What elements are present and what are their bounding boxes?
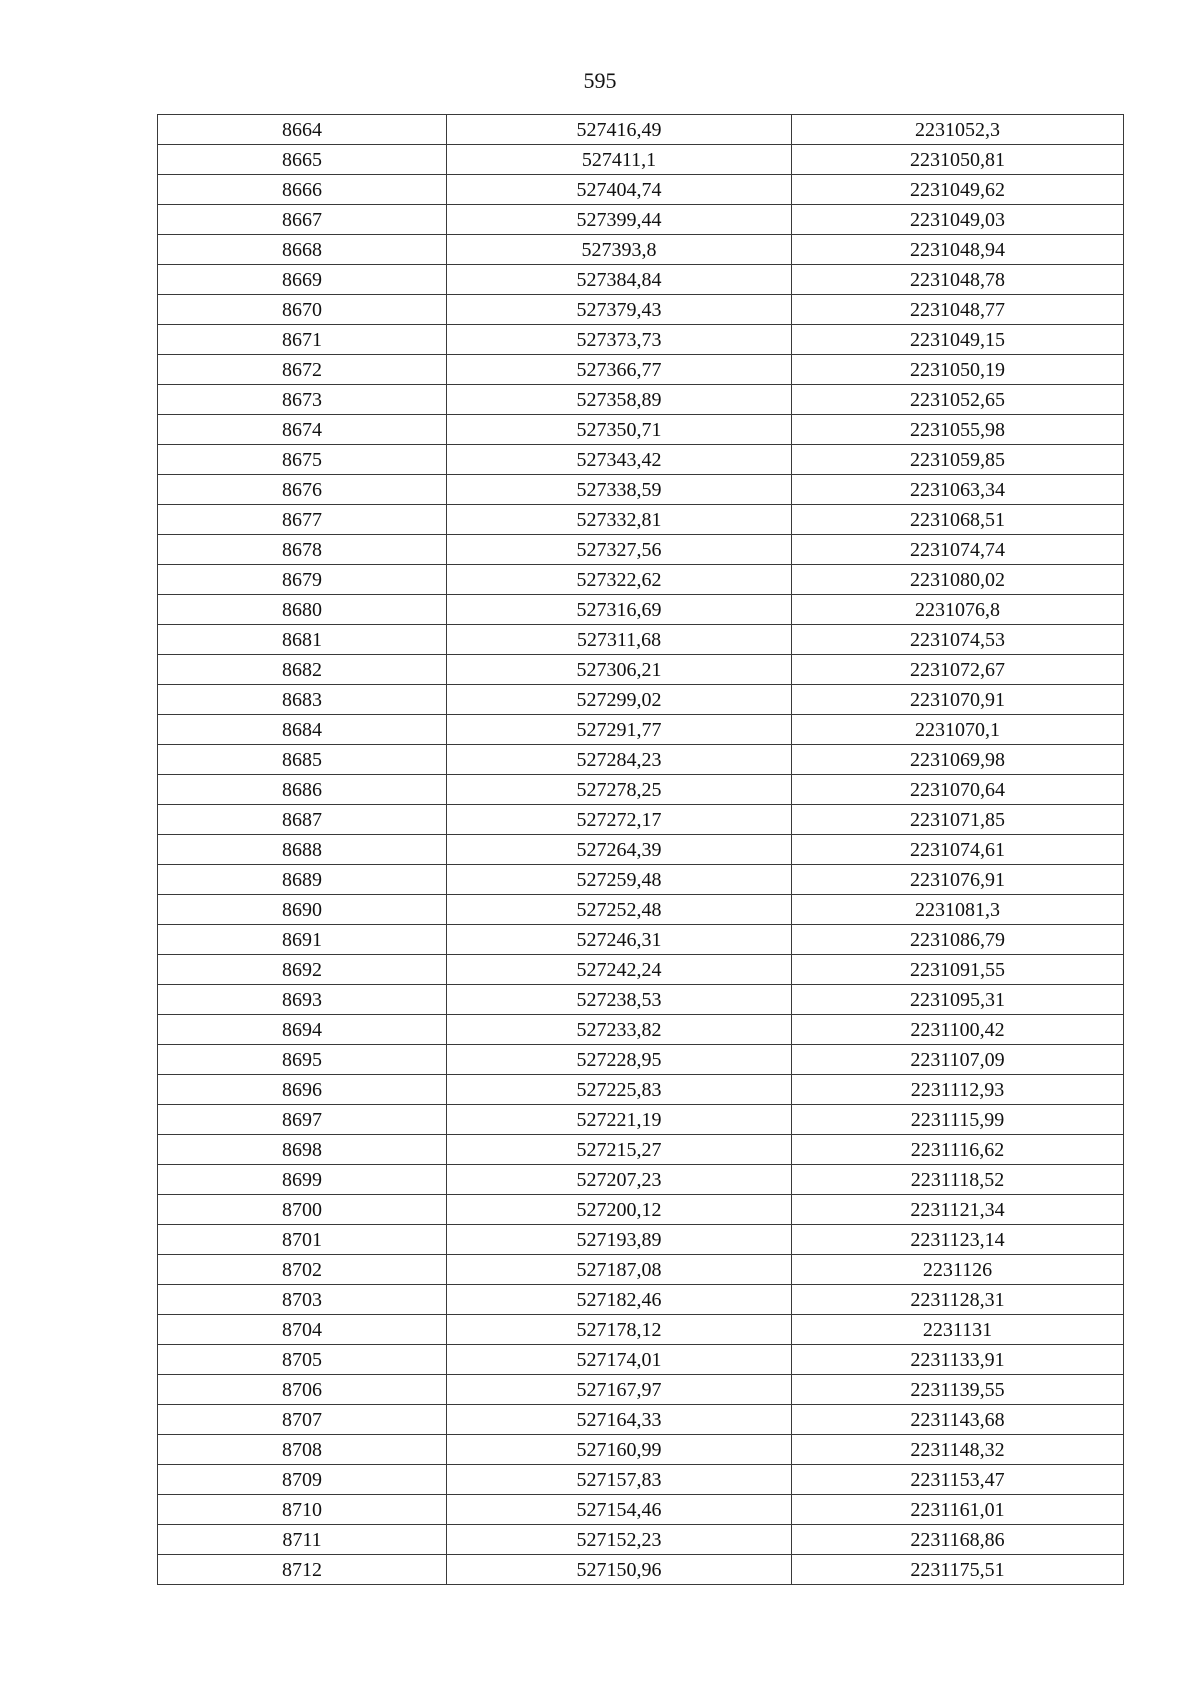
x-coordinate-cell: 527150,96 [447,1555,792,1585]
table-row [158,235,1124,265]
x-coordinate-cell: 527225,83 [447,1075,792,1105]
x-coordinate-cell: 527182,46 [447,1285,792,1315]
x-coordinate-cell: 527200,12 [447,1195,792,1225]
y-coordinate-cell: 2231175,51 [792,1555,1124,1585]
x-coordinate-cell: 527373,73 [447,325,792,355]
point-number-cell: 8664 [158,115,447,145]
table-row [158,1375,1124,1405]
table-row [158,865,1124,895]
y-coordinate-cell: 2231131 [792,1315,1124,1345]
point-number-cell: 8671 [158,325,447,355]
point-number-cell: 8700 [158,1195,447,1225]
point-number-cell: 8694 [158,1015,447,1045]
x-coordinate-cell: 527221,19 [447,1105,792,1135]
y-coordinate-cell: 2231071,85 [792,805,1124,835]
y-coordinate-cell: 2231074,61 [792,835,1124,865]
point-number-cell: 8691 [158,925,447,955]
y-coordinate-cell: 2231081,3 [792,895,1124,925]
x-coordinate-cell: 527238,53 [447,985,792,1015]
table-row [158,535,1124,565]
x-coordinate-cell: 527350,71 [447,415,792,445]
point-number-cell: 8685 [158,745,447,775]
y-coordinate-cell: 2231116,62 [792,1135,1124,1165]
table-row [158,445,1124,475]
x-coordinate-cell: 527154,46 [447,1495,792,1525]
y-coordinate-cell: 2231128,31 [792,1285,1124,1315]
y-coordinate-cell: 2231049,62 [792,175,1124,205]
table-row [158,595,1124,625]
x-coordinate-cell: 527160,99 [447,1435,792,1465]
point-number-cell: 8689 [158,865,447,895]
table-row [158,775,1124,805]
x-coordinate-cell: 527187,08 [447,1255,792,1285]
x-coordinate-cell: 527264,39 [447,835,792,865]
table-row [158,475,1124,505]
table-row [158,175,1124,205]
x-coordinate-cell: 527228,95 [447,1045,792,1075]
y-coordinate-cell: 2231153,47 [792,1465,1124,1495]
point-number-cell: 8690 [158,895,447,925]
table-row [158,1105,1124,1135]
table-row [158,565,1124,595]
point-number-cell: 8679 [158,565,447,595]
table-row [158,985,1124,1015]
table-row [158,1495,1124,1525]
point-number-cell: 8678 [158,535,447,565]
table-row [158,1435,1124,1465]
x-coordinate-cell: 527246,31 [447,925,792,955]
table-row [158,415,1124,445]
table-row [158,265,1124,295]
table-row [158,115,1124,145]
y-coordinate-cell: 2231112,93 [792,1075,1124,1105]
y-coordinate-cell: 2231069,98 [792,745,1124,775]
table-row [158,1255,1124,1285]
point-number-cell: 8702 [158,1255,447,1285]
table-row [158,1465,1124,1495]
point-number-cell: 8682 [158,655,447,685]
table-row [158,1345,1124,1375]
table-row [158,625,1124,655]
point-number-cell: 8670 [158,295,447,325]
point-number-cell: 8686 [158,775,447,805]
point-number-cell: 8699 [158,1165,447,1195]
y-coordinate-cell: 2231055,98 [792,415,1124,445]
table-row [158,1075,1124,1105]
y-coordinate-cell: 2231168,86 [792,1525,1124,1555]
point-number-cell: 8681 [158,625,447,655]
table-row [158,715,1124,745]
table-row [158,1195,1124,1225]
x-coordinate-cell: 527338,59 [447,475,792,505]
y-coordinate-cell: 2231050,19 [792,355,1124,385]
point-number-cell: 8712 [158,1555,447,1585]
y-coordinate-cell: 2231059,85 [792,445,1124,475]
y-coordinate-cell: 2231074,53 [792,625,1124,655]
x-coordinate-cell: 527399,44 [447,205,792,235]
point-number-cell: 8704 [158,1315,447,1345]
x-coordinate-cell: 527316,69 [447,595,792,625]
y-coordinate-cell: 2231068,51 [792,505,1124,535]
y-coordinate-cell: 2231100,42 [792,1015,1124,1045]
y-coordinate-cell: 2231048,78 [792,265,1124,295]
table-row [158,1315,1124,1345]
x-coordinate-cell: 527311,68 [447,625,792,655]
point-number-cell: 8705 [158,1345,447,1375]
y-coordinate-cell: 2231070,1 [792,715,1124,745]
x-coordinate-cell: 527299,02 [447,685,792,715]
y-coordinate-cell: 2231072,67 [792,655,1124,685]
x-coordinate-cell: 527157,83 [447,1465,792,1495]
x-coordinate-cell: 527393,8 [447,235,792,265]
point-number-cell: 8698 [158,1135,447,1165]
y-coordinate-cell: 2231133,91 [792,1345,1124,1375]
point-number-cell: 8688 [158,835,447,865]
x-coordinate-cell: 527358,89 [447,385,792,415]
point-number-cell: 8668 [158,235,447,265]
point-number-cell: 8683 [158,685,447,715]
point-number-cell: 8707 [158,1405,447,1435]
x-coordinate-cell: 527174,01 [447,1345,792,1375]
point-number-cell: 8708 [158,1435,447,1465]
x-coordinate-cell: 527411,1 [447,145,792,175]
y-coordinate-cell: 2231080,02 [792,565,1124,595]
coordinates-table-body [158,115,1124,1585]
x-coordinate-cell: 527322,62 [447,565,792,595]
x-coordinate-cell: 527291,77 [447,715,792,745]
y-coordinate-cell: 2231048,77 [792,295,1124,325]
table-row [158,1015,1124,1045]
point-number-cell: 8676 [158,475,447,505]
x-coordinate-cell: 527242,24 [447,955,792,985]
table-row [158,655,1124,685]
x-coordinate-cell: 527327,56 [447,535,792,565]
y-coordinate-cell: 2231049,03 [792,205,1124,235]
y-coordinate-cell: 2231118,52 [792,1165,1124,1195]
point-number-cell: 8666 [158,175,447,205]
x-coordinate-cell: 527233,82 [447,1015,792,1045]
y-coordinate-cell: 2231115,99 [792,1105,1124,1135]
y-coordinate-cell: 2231107,09 [792,1045,1124,1075]
table-row [158,895,1124,925]
point-number-cell: 8672 [158,355,447,385]
table-row [158,685,1124,715]
y-coordinate-cell: 2231076,91 [792,865,1124,895]
x-coordinate-cell: 527207,23 [447,1165,792,1195]
table-row [158,1525,1124,1555]
x-coordinate-cell: 527193,89 [447,1225,792,1255]
x-coordinate-cell: 527278,25 [447,775,792,805]
point-number-cell: 8674 [158,415,447,445]
x-coordinate-cell: 527152,23 [447,1525,792,1555]
point-number-cell: 8710 [158,1495,447,1525]
point-number-cell: 8697 [158,1105,447,1135]
point-number-cell: 8684 [158,715,447,745]
y-coordinate-cell: 2231121,34 [792,1195,1124,1225]
y-coordinate-cell: 2231148,32 [792,1435,1124,1465]
point-number-cell: 8695 [158,1045,447,1075]
point-number-cell: 8696 [158,1075,447,1105]
y-coordinate-cell: 2231048,94 [792,235,1124,265]
point-number-cell: 8667 [158,205,447,235]
table-row [158,1225,1124,1255]
coordinates-table [157,114,1124,1585]
point-number-cell: 8680 [158,595,447,625]
x-coordinate-cell: 527416,49 [447,115,792,145]
table-row [158,835,1124,865]
y-coordinate-cell: 2231091,55 [792,955,1124,985]
table-row [158,145,1124,175]
y-coordinate-cell: 2231086,79 [792,925,1124,955]
x-coordinate-cell: 527366,77 [447,355,792,385]
point-number-cell: 8687 [158,805,447,835]
table-row [158,1045,1124,1075]
y-coordinate-cell: 2231074,74 [792,535,1124,565]
table-row [158,505,1124,535]
y-coordinate-cell: 2231123,14 [792,1225,1124,1255]
y-coordinate-cell: 2231161,01 [792,1495,1124,1525]
y-coordinate-cell: 2231049,15 [792,325,1124,355]
point-number-cell: 8669 [158,265,447,295]
table-row [158,1405,1124,1435]
y-coordinate-cell: 2231076,8 [792,595,1124,625]
x-coordinate-cell: 527259,48 [447,865,792,895]
x-coordinate-cell: 527379,43 [447,295,792,325]
table-row [158,355,1124,385]
x-coordinate-cell: 527164,33 [447,1405,792,1435]
point-number-cell: 8701 [158,1225,447,1255]
point-number-cell: 8665 [158,145,447,175]
table-row [158,955,1124,985]
x-coordinate-cell: 527404,74 [447,175,792,205]
y-coordinate-cell: 2231052,65 [792,385,1124,415]
x-coordinate-cell: 527272,17 [447,805,792,835]
y-coordinate-cell: 2231052,3 [792,115,1124,145]
table-row [158,325,1124,355]
table-row [158,745,1124,775]
y-coordinate-cell: 2231095,31 [792,985,1124,1015]
x-coordinate-cell: 527167,97 [447,1375,792,1405]
x-coordinate-cell: 527215,27 [447,1135,792,1165]
table-row [158,805,1124,835]
y-coordinate-cell: 2231070,64 [792,775,1124,805]
point-number-cell: 8703 [158,1285,447,1315]
y-coordinate-cell: 2231070,91 [792,685,1124,715]
table-row [158,1285,1124,1315]
x-coordinate-cell: 527306,21 [447,655,792,685]
point-number-cell: 8706 [158,1375,447,1405]
table-row [158,925,1124,955]
page-number: 595 [583,68,617,93]
y-coordinate-cell: 2231139,55 [792,1375,1124,1405]
table-row [158,1135,1124,1165]
point-number-cell: 8677 [158,505,447,535]
table-row [158,205,1124,235]
y-coordinate-cell: 2231126 [792,1255,1124,1285]
y-coordinate-cell: 2231143,68 [792,1405,1124,1435]
table-row [158,1555,1124,1585]
point-number-cell: 8709 [158,1465,447,1495]
table-row [158,295,1124,325]
point-number-cell: 8673 [158,385,447,415]
y-coordinate-cell: 2231063,34 [792,475,1124,505]
table-row [158,1165,1124,1195]
x-coordinate-cell: 527178,12 [447,1315,792,1345]
x-coordinate-cell: 527284,23 [447,745,792,775]
table-row [158,385,1124,415]
x-coordinate-cell: 527384,84 [447,265,792,295]
x-coordinate-cell: 527252,48 [447,895,792,925]
x-coordinate-cell: 527332,81 [447,505,792,535]
x-coordinate-cell: 527343,42 [447,445,792,475]
y-coordinate-cell: 2231050,81 [792,145,1124,175]
point-number-cell: 8692 [158,955,447,985]
point-number-cell: 8711 [158,1525,447,1555]
point-number-cell: 8675 [158,445,447,475]
point-number-cell: 8693 [158,985,447,1015]
